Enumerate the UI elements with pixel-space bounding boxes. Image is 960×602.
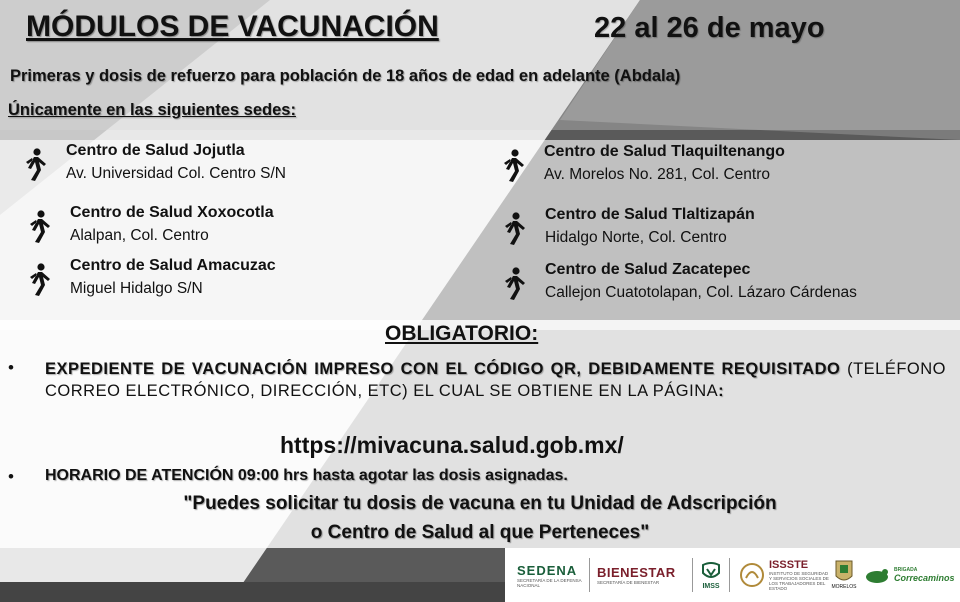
site-address: Av. Morelos No. 281, Col. Centro — [544, 166, 770, 183]
correcaminos-label: Correcaminos — [894, 573, 955, 583]
target-population: Primeras y dosis de refuerzo para población de 18 años de edad en adelante (Abdala) — [10, 67, 681, 85]
issste-emblem — [737, 548, 767, 602]
site-address: Av. Universidad Col. Centro S/N — [66, 165, 286, 182]
imss-eagle-icon — [701, 561, 721, 583]
walking-person-icon — [496, 149, 526, 183]
issste-text: ISSSTE — [769, 559, 809, 571]
issste-logo — [769, 548, 829, 602]
issste-subtext: INSTITUTO DE SEGURIDAD Y SERVICIOS SOCIALES DE LOS TRABAJADORES DEL ESTADO — [769, 571, 829, 591]
brigada-text-group — [894, 567, 955, 583]
requirement-bold: EXPEDIENTE DE VACUNACIÓN IMPRESO CON EL CÓDIGO QR, DEBIDAMENTE REQUISITADO — [45, 360, 841, 378]
walking-person-icon — [22, 210, 52, 244]
vaccine-url-link[interactable]: https://mivacuna.salud.gob.mx/ — [280, 432, 624, 458]
requirement-detail: (TELÉFONO CORREO ELECTRÓNICO, DIRECCIÓN, ETC) EL CUAL SE OBTIENE EN LA PÁGINA — [45, 360, 947, 400]
sedena-subtext: SECRETARÍA DE LA DEFENSA NACIONAL — [517, 577, 582, 588]
quote-line-2: o Centro de Salud al que Perteneces" — [310, 522, 650, 543]
walking-person-icon — [22, 263, 52, 297]
walking-person-icon — [497, 212, 527, 246]
bienestar-subtext: SECRETARÍA DE BIENESTAR — [597, 580, 660, 585]
site-name: Centro de Salud Tlaquiltenango — [544, 143, 785, 160]
site-address: Alalpan, Col. Centro — [70, 227, 209, 244]
bienestar-text: BIENESTAR — [597, 565, 676, 580]
morelos-text: MORELOS — [831, 584, 857, 590]
logo-divider — [589, 558, 590, 592]
site-address: Miguel Hidalgo S/N — [70, 280, 203, 297]
requirement-colon: : — [718, 382, 725, 400]
sedena-logo — [517, 548, 583, 602]
requirement-horario: HORARIO DE ATENCIÓN 09:00 hrs hasta agotar las dosis asignadas. — [45, 467, 568, 484]
bullet-marker: • — [8, 467, 14, 486]
morelos-logo — [831, 548, 857, 602]
date-range: 22 al 26 de mayo — [594, 12, 825, 44]
site-address: Callejon Cuatotolapan, Col. Lázaro Cárdenas — [545, 284, 857, 301]
bienestar-logo — [597, 548, 687, 602]
imss-text: IMSS — [702, 582, 720, 590]
issste-emblem-icon — [739, 562, 765, 588]
site-name: Centro de Salud Tlaltizapán — [545, 206, 755, 223]
walking-person-icon — [497, 267, 527, 301]
page-title: MÓDULOS DE VACUNACIÓN — [26, 10, 439, 43]
morelos-shield-icon — [835, 560, 853, 584]
brigada-correcaminos-logo — [865, 548, 960, 602]
sedes-heading: Únicamente en las siguientes sedes: — [8, 101, 296, 119]
logo-divider — [729, 558, 730, 592]
site-name: Centro de Salud Jojutla — [66, 142, 245, 159]
bullet-marker: • — [8, 358, 14, 377]
sedena-text: SEDENA — [517, 562, 578, 578]
logo-divider — [692, 558, 693, 592]
site-name: Centro de Salud Xoxocotla — [70, 204, 274, 221]
site-address: Hidalgo Norte, Col. Centro — [545, 229, 727, 246]
site-name: Centro de Salud Amacuzac — [70, 257, 276, 274]
requirement-expediente — [45, 358, 946, 402]
walking-person-icon — [18, 148, 48, 182]
site-name: Centro de Salud Zacatepec — [545, 261, 751, 278]
quote-line-1: "Puedes solicitar tu dosis de vacuna en tu Unidad de Adscripción — [183, 493, 777, 514]
imss-logo — [698, 548, 724, 602]
obligatorio-heading: OBLIGATORIO: — [385, 322, 539, 345]
brigada-label: BRIGADA — [894, 567, 918, 573]
footer-logos — [505, 548, 960, 602]
correcaminos-bird-icon — [865, 565, 891, 585]
